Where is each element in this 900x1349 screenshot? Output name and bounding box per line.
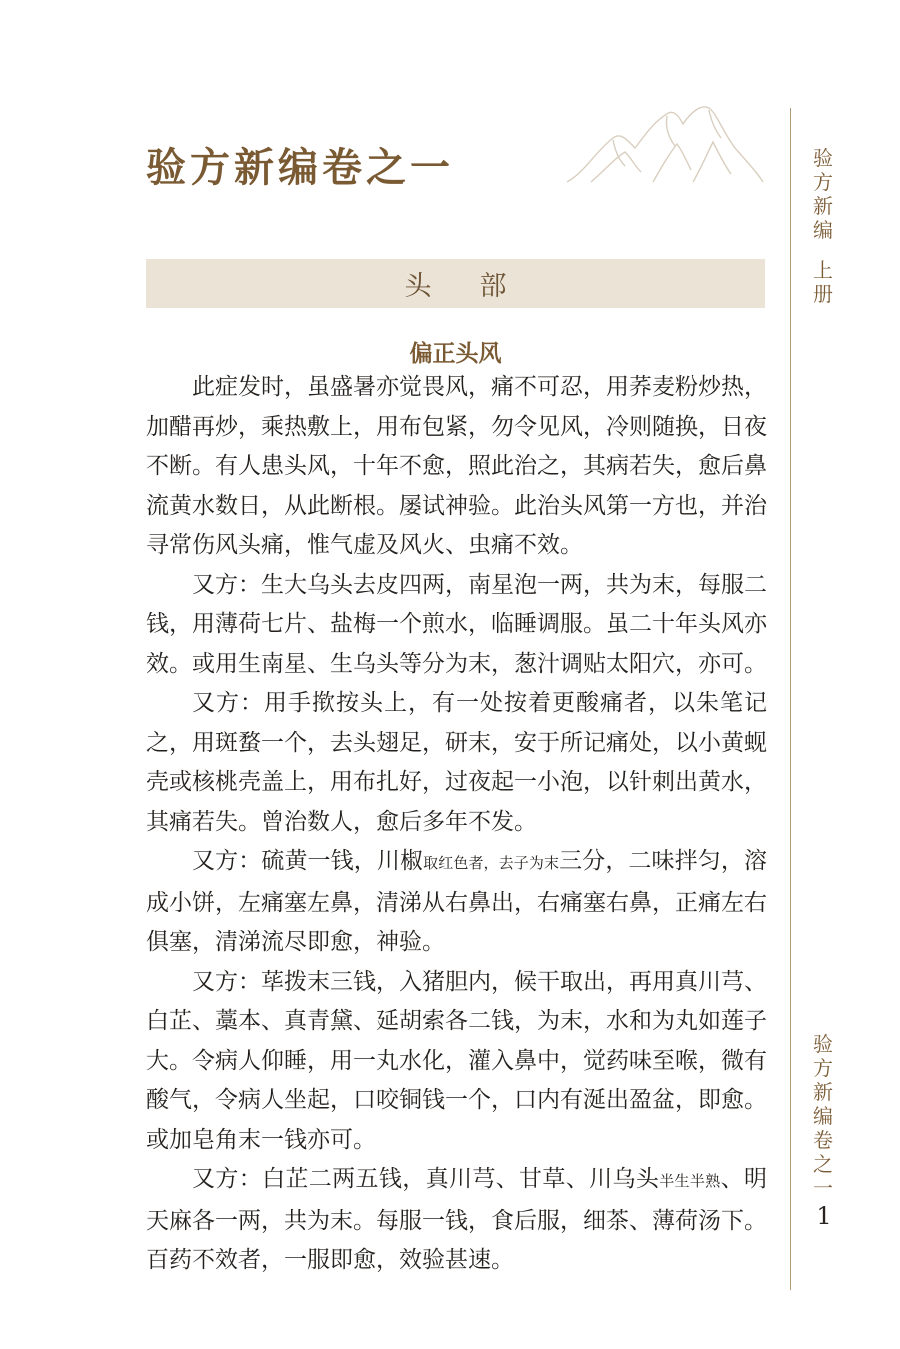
paragraph <box>146 1160 767 1281</box>
paragraph <box>146 842 767 963</box>
paragraph <box>146 963 767 1161</box>
paragraph <box>146 684 767 842</box>
running-head-char: 编 <box>813 218 833 242</box>
running-head-char: 之 <box>813 1152 833 1176</box>
body-text <box>146 368 767 1281</box>
running-head-char: 新 <box>813 1080 833 1104</box>
text-run: 此症发时，虽盛暑亦觉畏风，痛不可忍，用荞麦粉炒热，加醋再炒，乘热敷上，用布包紧，勿令见风，冷则随换，日夜不断。有人患头风，十年不愈，照此治之，其病若失，愈后鼻流黄水数日，从此断根。屡试神验。此治头风第一方也，并治寻常伤风头痛，惟气虚及风火、虫痛不效。 <box>146 374 767 558</box>
running-head-char: 一 <box>813 1176 833 1200</box>
running-head-char: 编 <box>813 1104 833 1128</box>
section-header <box>146 259 765 308</box>
running-head-char: 新 <box>813 194 833 218</box>
annotation-note: 半生半熟 <box>659 1172 721 1190</box>
page-number: 1 <box>816 1202 832 1230</box>
text-run: 又方：用手揿按头上，有一处按着更酸痛者，以朱笔记之，用斑蝥一个，去头翅足，研末，安于所记痛处，以小黄蚬壳或核桃壳盖上，用布扎好，过夜起一小泡，以针刺出黄水，其痛若失。曾治数人，愈后多年不发。 <box>146 690 767 835</box>
running-head-volume <box>810 258 836 306</box>
running-head-chapter <box>810 1032 836 1200</box>
running-head-char: 卷 <box>813 1128 833 1152</box>
running-head-char: 方 <box>813 1056 833 1080</box>
sidebar-divider <box>790 108 791 1290</box>
chapter-title: 验方新编卷之一 <box>146 144 454 191</box>
mountain-decoration-icon <box>565 102 765 184</box>
article-title: 偏正头风 <box>409 340 502 367</box>
running-head-char: 上 <box>813 258 833 282</box>
text-run: 又方：硫黄一钱，川椒 <box>192 848 424 874</box>
text-run: 又方：生大乌头去皮四两，南星泡一两，共为末，每服二钱，用薄荷七片、盐梅一个煎水，临睡调服。虽二十年头风亦效。或用生南星、生乌头等分为末，葱汁调贴太阳穴，亦可。 <box>146 571 767 677</box>
running-head-book-title <box>810 146 836 242</box>
running-head-char: 方 <box>813 170 833 194</box>
paragraph <box>146 566 767 685</box>
text-run: 又方：荜拨末三钱，入猪胆内，候干取出，再用真川芎、白芷、藁本、真青黛、延胡索各二钱，为末，水和为丸如莲子大。令病人仰睡，用一丸水化，灌入鼻中，觉药味至喉，微有酸气，令病人坐起，口咬铜钱一个，口内有涎出盈盆，即愈。或加皂角末一钱亦可。 <box>146 968 767 1153</box>
section-title: 头部 <box>404 271 555 302</box>
paragraph <box>146 368 767 566</box>
running-head-char: 验 <box>813 1032 833 1056</box>
running-head-char: 册 <box>813 282 833 306</box>
text-run: 三分，二味拌匀，溶成小饼，左痛塞左鼻，清涕从右鼻出，右痛塞右鼻，正痛左右俱塞，清涕流尽即愈，神验。 <box>146 848 767 955</box>
running-head-char: 验 <box>813 146 833 170</box>
text-run: 又方：白芷二两五钱，真川芎、甘草、川乌头 <box>192 1166 660 1192</box>
text-run: 、明天麻各一两，共为末。每服一钱，食后服，细茶、薄荷汤下。百药不效者，一服即愈，效验甚速。 <box>146 1166 767 1273</box>
annotation-note: 取红色者，去子为末 <box>423 854 560 872</box>
